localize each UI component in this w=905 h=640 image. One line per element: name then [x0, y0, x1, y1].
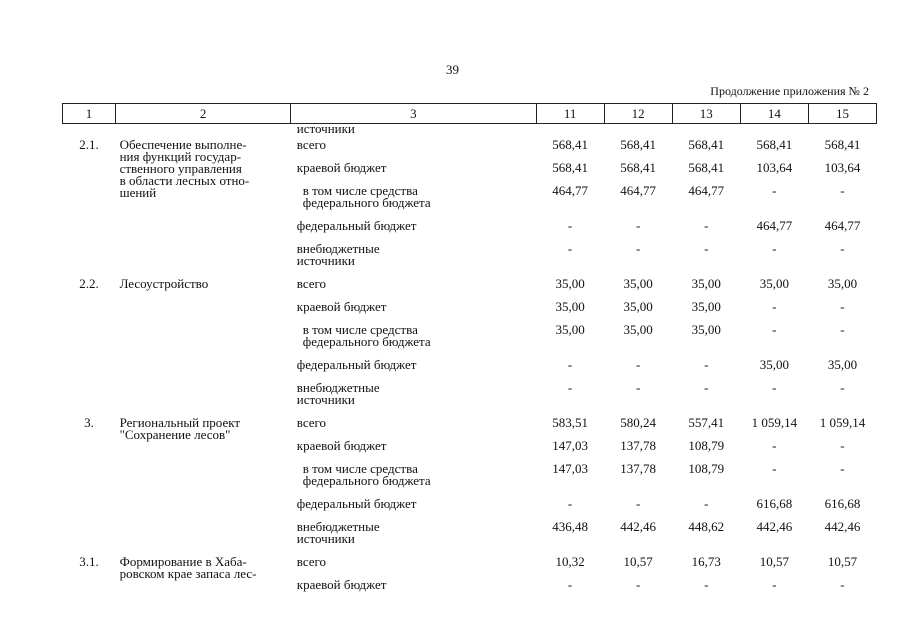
- table-row: [63, 136, 877, 159]
- value-cell: 35,00: [623, 322, 653, 337]
- value-cell: -: [567, 241, 573, 256]
- item-name: Формирование в Хаба- ровском крае запаса лес-: [119, 554, 257, 581]
- item-code: 3.: [84, 415, 94, 430]
- value-cell: 16,73: [691, 554, 721, 569]
- item-name: Обеспечение выполне- ния функций государ- ственного управления в области лесных отно- шений: [119, 137, 250, 200]
- value-cell: 103,64: [824, 160, 861, 175]
- value-cell: -: [567, 357, 573, 372]
- funding-source-label: краевой бюджет: [296, 299, 387, 314]
- value-cell: 464,77: [756, 218, 793, 233]
- value-cell: 35,00: [555, 322, 585, 337]
- budget-table-container: [62, 103, 877, 599]
- value-cell: 464,77: [620, 183, 657, 198]
- header-cell: 14: [740, 104, 808, 124]
- value-cell: 35,00: [827, 357, 858, 372]
- value-cell: 442,46: [620, 519, 657, 534]
- value-cell: -: [840, 183, 845, 198]
- value-cell: 568,41: [620, 160, 657, 175]
- table-header-row: [63, 104, 877, 124]
- budget-table: [62, 103, 877, 599]
- value-cell: 583,51: [552, 415, 588, 430]
- funding-source-label: всего: [296, 554, 327, 569]
- table-row: [63, 414, 877, 437]
- value-cell: -: [704, 218, 709, 233]
- value-cell: 35,00: [623, 299, 653, 314]
- header-cell: 12: [604, 104, 672, 124]
- value-cell: -: [840, 461, 845, 476]
- value-cell: -: [704, 577, 709, 592]
- value-cell: 35,00: [759, 357, 789, 372]
- funding-source-label: внебюджетные источники: [296, 380, 380, 407]
- value-cell: -: [772, 241, 777, 256]
- value-cell: 557,41: [688, 415, 725, 430]
- value-cell: -: [840, 438, 845, 453]
- value-cell: -: [840, 577, 845, 592]
- value-cell: -: [567, 218, 573, 233]
- value-cell: -: [772, 438, 777, 453]
- value-cell: 442,46: [756, 519, 793, 534]
- header-cell: 13: [672, 104, 740, 124]
- value-cell: 35,00: [691, 299, 721, 314]
- value-cell: 568,41: [756, 137, 793, 152]
- value-cell: 436,48: [552, 519, 588, 534]
- value-cell: -: [636, 241, 641, 256]
- value-cell: 1 059,14: [751, 415, 798, 430]
- item-code: 3.1.: [79, 554, 99, 569]
- header-cell: 15: [808, 104, 876, 124]
- value-cell: 147,03: [552, 461, 588, 476]
- item-code: 2.2.: [79, 276, 99, 291]
- funding-source-label: всего: [296, 276, 327, 291]
- value-cell: -: [840, 299, 845, 314]
- value-cell: 568,41: [552, 137, 588, 152]
- value-cell: 464,77: [824, 218, 861, 233]
- value-cell: 568,41: [552, 160, 588, 175]
- funding-source-label: внебюджетные источники: [296, 241, 380, 268]
- funding-source-label: в том числе средства федерального бюджета: [302, 322, 431, 349]
- value-cell: 568,41: [688, 137, 725, 152]
- value-cell: -: [567, 496, 573, 511]
- header-cell: 3: [291, 104, 536, 124]
- value-cell: -: [636, 380, 641, 395]
- value-cell: 35,00: [827, 276, 858, 291]
- funding-source-label: краевой бюджет: [296, 160, 387, 175]
- funding-source-label: всего: [296, 137, 327, 152]
- value-cell: -: [567, 577, 573, 592]
- value-cell: -: [772, 380, 777, 395]
- value-cell: -: [704, 496, 709, 511]
- value-cell: 103,64: [756, 160, 793, 175]
- value-cell: -: [636, 357, 641, 372]
- value-cell: 568,41: [620, 137, 657, 152]
- funding-source-label: в том числе средства федерального бюджета: [302, 183, 431, 210]
- funding-source-label: всего: [296, 415, 327, 430]
- value-cell: -: [636, 218, 641, 233]
- funding-source-label: федеральный бюджет: [296, 218, 417, 233]
- carry-over-row: [63, 124, 877, 137]
- value-cell: -: [636, 577, 641, 592]
- value-cell: 108,79: [688, 438, 725, 453]
- value-cell: 568,41: [688, 160, 725, 175]
- page-number: 39: [446, 62, 459, 77]
- value-cell: 616,68: [824, 496, 861, 511]
- value-cell: 35,00: [691, 276, 721, 291]
- value-cell: 464,77: [688, 183, 725, 198]
- value-cell: -: [704, 241, 709, 256]
- value-cell: -: [840, 322, 845, 337]
- value-cell: 616,68: [756, 496, 793, 511]
- table-row: [63, 275, 877, 298]
- item-code: 2.1.: [79, 137, 99, 152]
- value-cell: -: [772, 461, 777, 476]
- value-cell: -: [636, 496, 641, 511]
- funding-source-label: краевой бюджет: [296, 438, 387, 453]
- funding-source-label: федеральный бюджет: [296, 357, 417, 372]
- value-cell: -: [772, 299, 777, 314]
- header-cell: 11: [536, 104, 604, 124]
- carry-over-label: источники: [296, 121, 355, 136]
- value-cell: 10,32: [555, 554, 585, 569]
- funding-source-label: федеральный бюджет: [296, 496, 417, 511]
- value-cell: 442,46: [824, 519, 861, 534]
- value-cell: 137,78: [620, 461, 657, 476]
- value-cell: 35,00: [555, 299, 585, 314]
- value-cell: 448,62: [688, 519, 725, 534]
- value-cell: 464,77: [552, 183, 588, 198]
- value-cell: 35,00: [691, 322, 721, 337]
- item-name: Региональный проект "Сохранение лесов": [119, 415, 241, 442]
- value-cell: 35,00: [555, 276, 585, 291]
- funding-source-label: в том числе средства федерального бюджета: [302, 461, 431, 488]
- value-cell: -: [772, 322, 777, 337]
- value-cell: 10,57: [759, 554, 789, 569]
- value-cell: 580,24: [620, 415, 657, 430]
- value-cell: 568,41: [824, 137, 861, 152]
- value-cell: 35,00: [759, 276, 789, 291]
- item-name: Лесоустройство: [119, 276, 209, 291]
- value-cell: 137,78: [620, 438, 657, 453]
- continuation-note: Продолжение приложения № 2: [710, 84, 869, 98]
- value-cell: -: [772, 577, 777, 592]
- value-cell: -: [567, 380, 573, 395]
- funding-source-label: краевой бюджет: [296, 577, 387, 592]
- value-cell: 35,00: [623, 276, 653, 291]
- header-cell: 1: [63, 104, 116, 124]
- table-body: [63, 121, 877, 600]
- table-row: [63, 553, 877, 576]
- value-cell: 1 059,14: [819, 415, 866, 430]
- value-cell: -: [840, 241, 845, 256]
- value-cell: -: [704, 380, 709, 395]
- value-cell: 10,57: [827, 554, 858, 569]
- value-cell: -: [704, 357, 709, 372]
- funding-source-label: внебюджетные источники: [296, 519, 380, 546]
- value-cell: -: [772, 183, 777, 198]
- value-cell: 10,57: [623, 554, 653, 569]
- value-cell: 108,79: [688, 461, 725, 476]
- value-cell: -: [840, 380, 845, 395]
- header-cell: 2: [116, 104, 291, 124]
- value-cell: 147,03: [552, 438, 588, 453]
